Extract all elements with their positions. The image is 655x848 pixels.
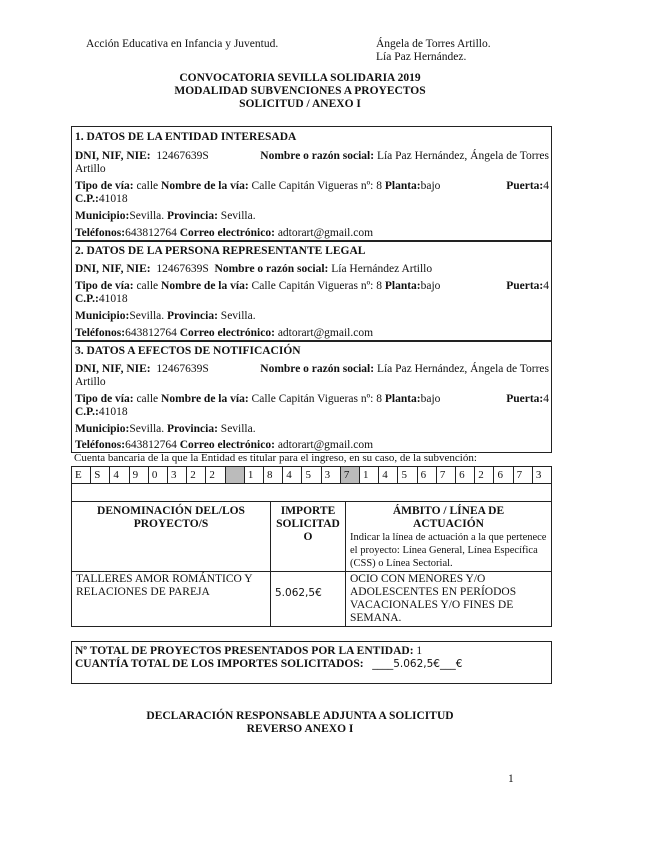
bank-digit-cell: 7 xyxy=(437,467,456,483)
col-header-amount: IMPORTE SOLICITAD O xyxy=(271,502,346,572)
section-1-name: Lía Paz Hernández, Ángela de Torres xyxy=(376,150,549,162)
bank-digit-cell: 7 xyxy=(341,467,360,483)
bank-account-grid xyxy=(71,466,552,484)
bank-digit-cell: 3 xyxy=(322,467,341,483)
section-1-address-row: Tipo de vía: calle Nombre de la vía: Calle Capitán Vigueras nº: 8 Planta:bajo Puerta:4 xyxy=(75,180,549,192)
section-1-id-row: DNI, NIF, NIE: 12467639S Nombre o razón social: Lía Paz Hernández, Ángela de Torres xyxy=(75,150,549,162)
bank-digit-cell: 3 xyxy=(168,467,187,483)
total-amount: ____5.062,5€___ xyxy=(372,658,456,670)
bank-digit-cell: E xyxy=(72,467,91,483)
bank-digit-cell: 5 xyxy=(302,467,321,483)
section-notification: 3. DATOS A EFECTOS DE NOTIFICACIÓN DNI, NIF, NIE: 12467639S Nombre o razón social: Lía Paz Hernández, Ángela de Torres Artillo Tipo de vía: calle Nombre de la vía: Calle Capitán Vigueras nº: 8 Planta:bajo Puerta:4 C.P.:41018 Municipio:Sevilla. Provincia: Sevilla. Teléfonos:643812764 Correo electrónico: adtorart@gmail.com xyxy=(71,341,552,453)
section-1-dni: 12467639S xyxy=(156,150,209,162)
scope-note: Indicar la línea de actuación a la que pertenece el proyecto: Línea General, Línea Específica (CSS) o Línea Sectorial. xyxy=(350,532,547,569)
bank-digit-cell: 1 xyxy=(360,467,379,483)
section-3-heading: 3. DATOS A EFECTOS DE NOTIFICACIÓN xyxy=(75,345,301,357)
page-number: 1 xyxy=(508,773,514,785)
title-line-1: CONVOCATORIA SEVILLA SOLIDARIA 2019 xyxy=(179,72,421,84)
bank-digit-cell: 6 xyxy=(418,467,437,483)
bank-digit-cell: 1 xyxy=(245,467,264,483)
bank-digit-cell: 2 xyxy=(206,467,225,483)
section-3-id-row: DNI, NIF, NIE: 12467639S Nombre o razón social: Lía Paz Hernández, Ángela de Torres xyxy=(75,363,549,375)
col-header-scope: ÁMBITO / LÍNEA DE ACTUACIÓN Indicar la línea de actuación a la que pertenece el proyecto: Línea General, Línea Específica (CSS) o Línea Sectorial. xyxy=(346,502,552,572)
title-line-2: MODALIDAD SUBVENCIONES A PROYECTOS xyxy=(174,85,426,97)
bank-spacer xyxy=(71,484,552,501)
section-representative: 2. DATOS DE LA PERSONA REPRESENTANTE LEGAL DNI, NIF, NIE: 12467639S Nombre o razón social: Lía Hernández Artillo Tipo de vía: calle Nombre de la vía: Calle Capitán Vigueras nº: 8 Planta:bajo Puerta:4 C.P.:41018 Municipio:Sevilla. Provincia: Sevilla. Teléfonos:643812764 Correo electrónico: adtorart@gmail.com xyxy=(71,241,552,341)
bank-digit-cell: 4 xyxy=(283,467,302,483)
header-author-1: Ángela de Torres Artillo. xyxy=(376,38,491,50)
col-header-name: DENOMINACIÓN DEL/LOS PROYECTO/S xyxy=(72,502,271,572)
declaration-line-1: DECLARACIÓN RESPONSABLE ADJUNTA A SOLICITUD xyxy=(146,710,454,722)
bank-digit-cell: 0 xyxy=(149,467,168,483)
section-entity: 1. DATOS DE LA ENTIDAD INTERESADA DNI, NIF, NIE: 12467639S Nombre o razón social: Lía Paz Hernández, Ángela de Torres Artillo Tipo de vía: calle Nombre de la vía: Calle Capitán Vigueras nº: 8 Planta:bajo Puerta:4 C.P.:41018 Municipio:Sevilla. Provincia: Sevilla. Teléfonos:643812764 Correo electrónico: adtorart@gmail.com xyxy=(71,126,552,241)
section-2-heading: 2. DATOS DE LA PERSONA REPRESENTANTE LEGAL xyxy=(75,245,366,257)
declaration-line-2: REVERSO ANEXO I xyxy=(246,723,354,735)
section-2-name: Lía Hernández Artillo xyxy=(331,263,433,275)
bank-digit-cell: 6 xyxy=(456,467,475,483)
section-1-name-cont: Artillo xyxy=(75,163,106,175)
section-1-cp: 41018 xyxy=(98,193,128,205)
section-3-address-row: Tipo de vía: calle Nombre de la vía: Calle Capitán Vigueras nº: 8 Planta:bajo Puerta:4 xyxy=(75,393,549,405)
bank-digit-cell: 2 xyxy=(187,467,206,483)
header-org: Acción Educativa en Infancia y Juventud. xyxy=(86,38,279,50)
totals-box: Nº TOTAL DE PROYECTOS PRESENTADOS POR LA ENTIDAD: 1 CUANTÍA TOTAL DE LOS IMPORTES SOLICITADOS: ____5.062,5€___€ xyxy=(71,641,552,684)
bank-digit-cell: 5 xyxy=(398,467,417,483)
projects-table xyxy=(71,501,552,627)
bank-digit-cell: 3 xyxy=(535,469,542,481)
bank-digit-cell: 8 xyxy=(264,467,283,483)
bank-label: Cuenta bancaria de la que la Entidad es titular para el ingreso, en su caso, de la subvención: xyxy=(74,452,477,464)
bank-digit-cell: S xyxy=(91,467,110,483)
section-1-heading: 1. DATOS DE LA ENTIDAD INTERESADA xyxy=(75,131,297,143)
project-amount-cell: 5.062,5€ xyxy=(271,572,346,627)
project-scope-cell: OCIO CON MENORES Y/O ADOLESCENTES EN PERÍODOS VACACIONALES Y/O FINES DE SEMANA. xyxy=(346,572,552,627)
bank-digit-cell: 6 xyxy=(494,467,513,483)
bank-digit-cell: 4 xyxy=(110,467,129,483)
bank-digit-cell xyxy=(226,467,245,483)
section-2-address-row: Tipo de vía: calle Nombre de la vía: Calle Capitán Vigueras nº: 8 Planta:bajo Puerta:4 xyxy=(75,280,549,292)
title-line-3: SOLICITUD / ANEXO I xyxy=(239,98,361,110)
project-name-cell: TALLERES AMOR ROMÁNTICO Y RELACIONES DE PAREJA xyxy=(72,572,271,627)
bank-digit-cell: 9 xyxy=(130,467,149,483)
header-author-2: Lía Paz Hernández. xyxy=(376,51,467,63)
bank-digit-cell: 4 xyxy=(379,467,398,483)
bank-digit-cell: 7 xyxy=(514,467,533,483)
bank-digit-cell: 2 xyxy=(475,467,494,483)
total-count: 1 xyxy=(416,645,423,657)
